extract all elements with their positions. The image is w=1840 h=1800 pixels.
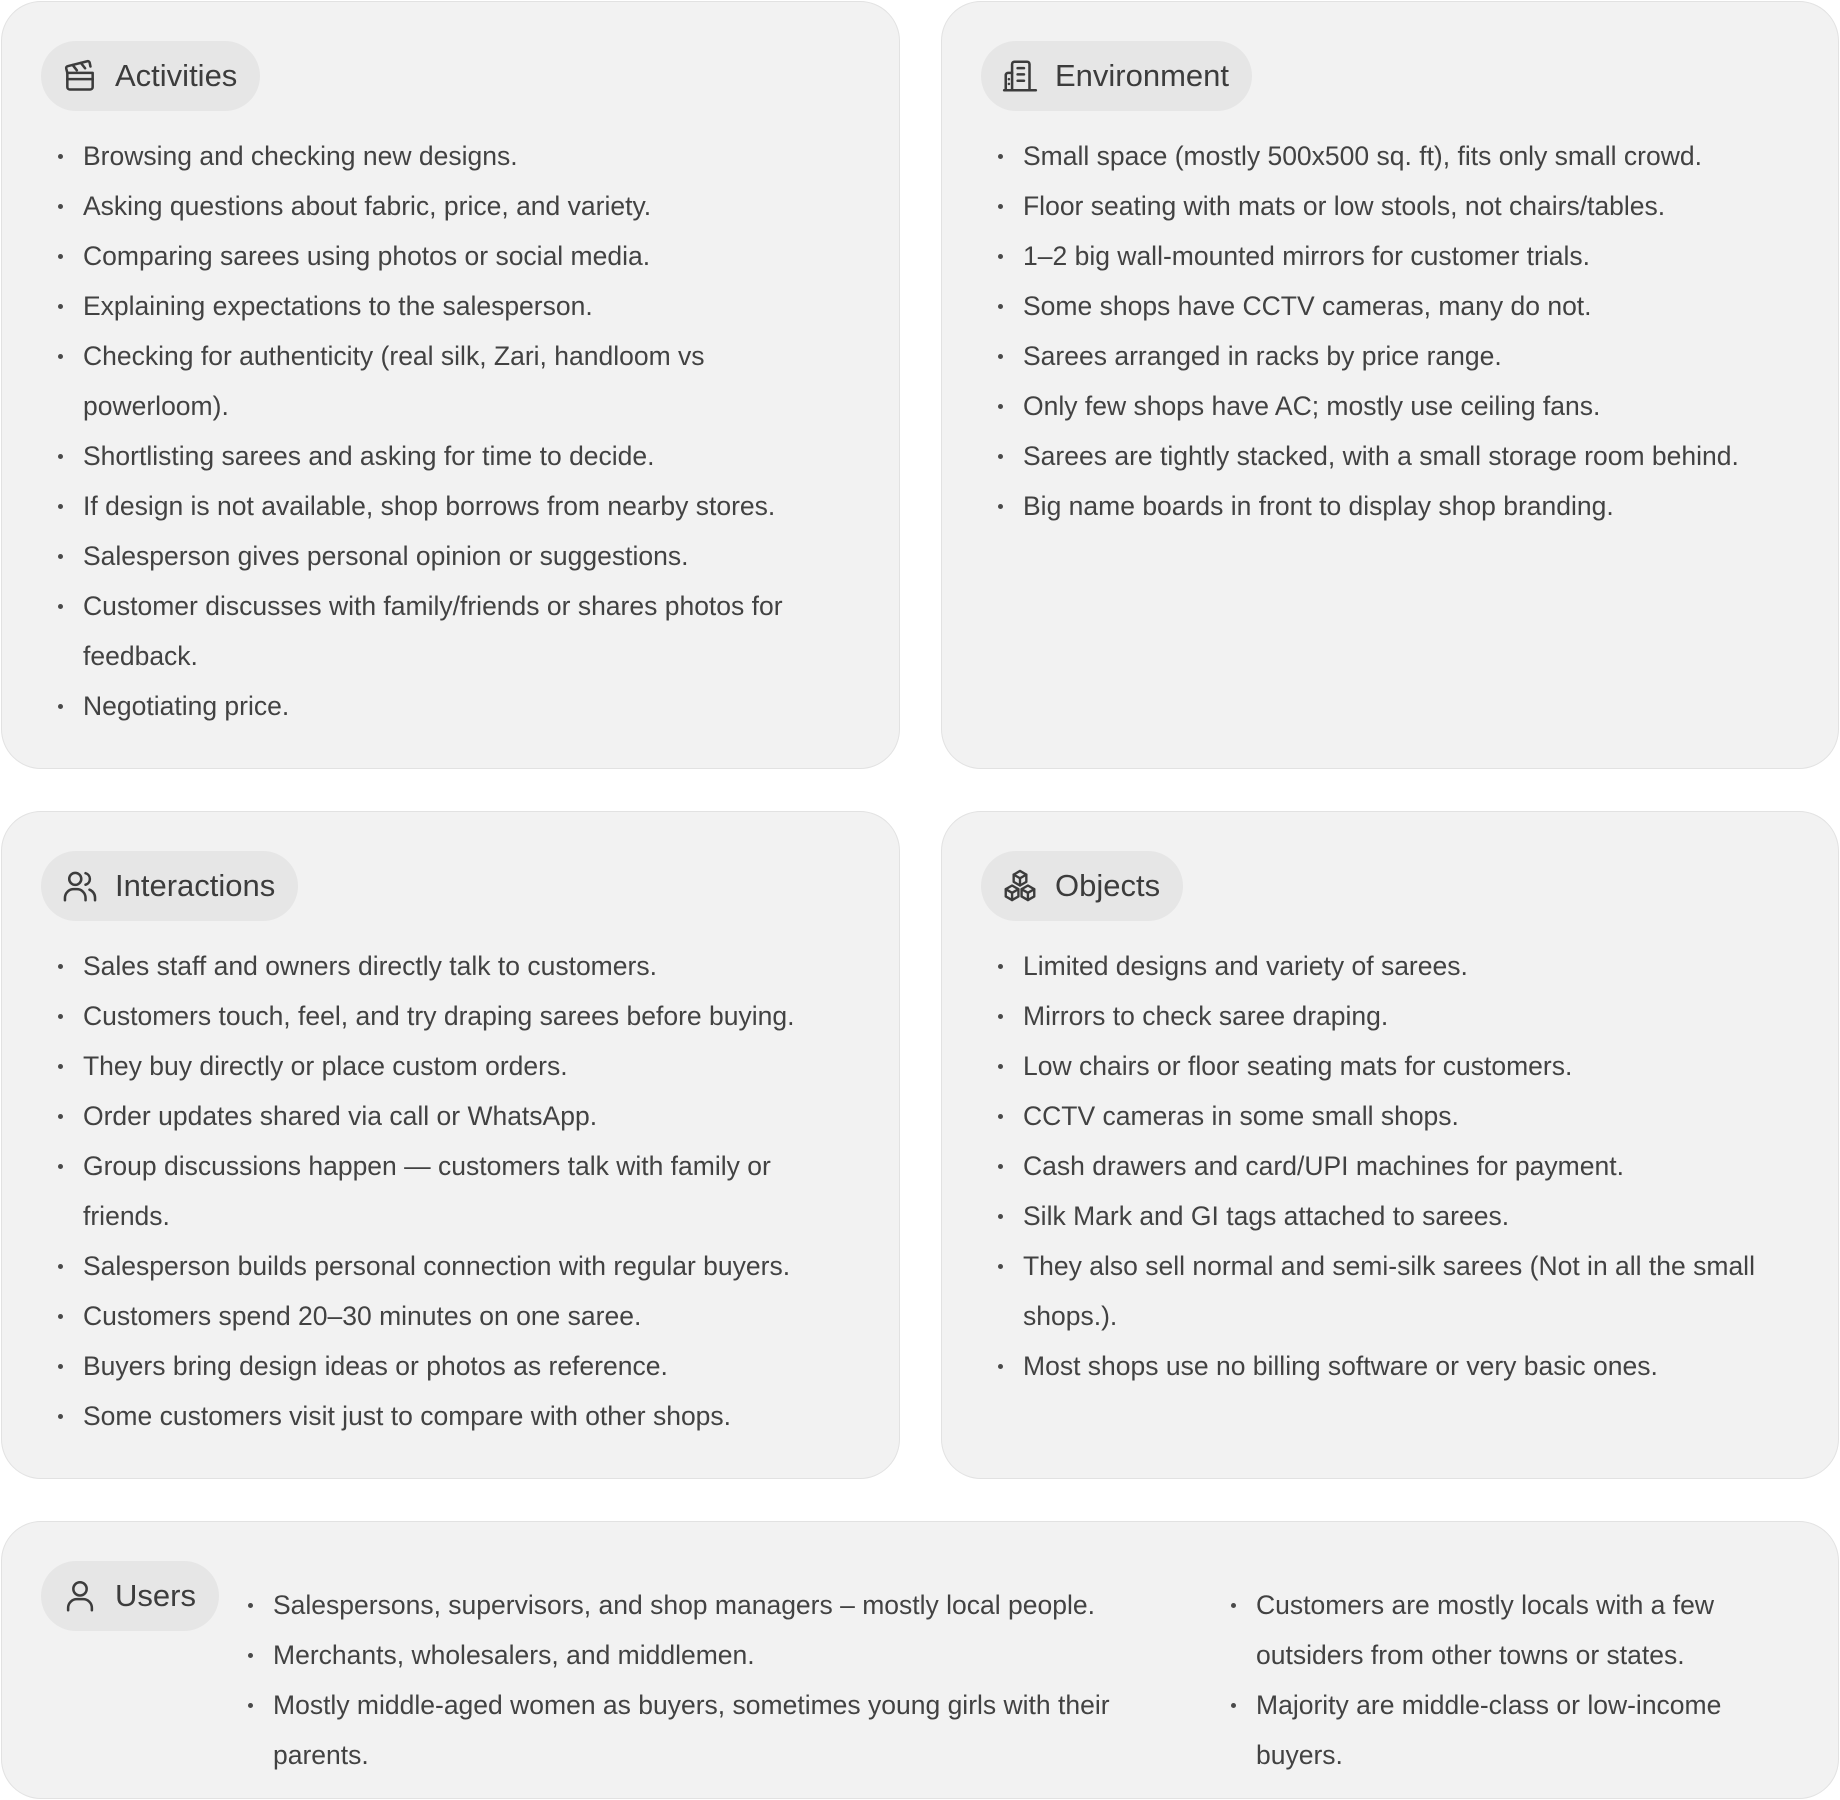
environment-list <box>997 131 1797 531</box>
list-item: Small space (mostly 500x500 sq. ft), fits only small crowd. <box>997 131 1797 181</box>
list-item: Sarees are tightly stacked, with a small storage room behind. <box>997 431 1797 481</box>
list-item: Mostly middle-aged women as buyers, sometimes young girls with their parents. <box>247 1680 1147 1780</box>
interactions-header <box>41 851 298 921</box>
users-title: Users <box>115 1578 196 1613</box>
list-item: Customers touch, feel, and try draping sarees before buying. <box>57 991 857 1041</box>
list-item: Limited designs and variety of sarees. <box>997 941 1797 991</box>
environment-title: Environment <box>1055 58 1230 93</box>
list-item: Merchants, wholesalers, and middlemen. <box>247 1630 1147 1680</box>
list-item: Customers are mostly locals with a few outsiders from other towns or states. <box>1230 1580 1810 1680</box>
users-list-column-1 <box>247 1580 1147 1780</box>
users-list-column-2 <box>1230 1580 1810 1780</box>
list-item: Most shops use no billing software or very basic ones. <box>997 1341 1797 1391</box>
list-item: Big name boards in front to display shop branding. <box>997 481 1797 531</box>
user-icon <box>61 1577 99 1615</box>
list-item: Explaining expectations to the salesperson. <box>57 281 857 331</box>
list-item: They buy directly or place custom orders. <box>57 1041 857 1091</box>
list-item: Customer discusses with family/friends or shares photos for feedback. <box>57 581 857 681</box>
environment-card <box>941 1 1839 769</box>
list-item: Silk Mark and GI tags attached to sarees. <box>997 1191 1797 1241</box>
list-item: Salesperson gives personal opinion or suggestions. <box>57 531 857 581</box>
objects-card <box>941 811 1839 1479</box>
list-item: Checking for authenticity (real silk, Zari, handloom vs powerloom). <box>57 331 857 431</box>
list-item: Salespersons, supervisors, and shop managers – mostly local people. <box>247 1580 1147 1630</box>
interactions-title: Interactions <box>115 868 276 903</box>
users-icon <box>61 867 99 905</box>
clapperboard-icon <box>61 57 99 95</box>
list-item: Negotiating price. <box>57 681 857 731</box>
list-item: Some shops have CCTV cameras, many do not. <box>997 281 1797 331</box>
list-item: Salesperson builds personal connection with regular buyers. <box>57 1241 857 1291</box>
list-item: Browsing and checking new designs. <box>57 131 857 181</box>
list-item: Some customers visit just to compare with other shops. <box>57 1391 857 1441</box>
list-item: Majority are middle-class or low-income buyers. <box>1230 1680 1810 1780</box>
list-item: CCTV cameras in some small shops. <box>997 1091 1797 1141</box>
objects-title: Objects <box>1055 868 1161 903</box>
building-icon <box>1001 57 1039 95</box>
list-item: Only few shops have AC; mostly use ceiling fans. <box>997 381 1797 431</box>
users-card <box>1 1521 1839 1799</box>
list-item: Customers spend 20–30 minutes on one saree. <box>57 1291 857 1341</box>
list-item: Comparing sarees using photos or social media. <box>57 231 857 281</box>
list-item: They also sell normal and semi-silk sarees (Not in all the small shops.). <box>997 1241 1797 1341</box>
list-item: 1–2 big wall-mounted mirrors for customer trials. <box>997 231 1797 281</box>
list-item: Floor seating with mats or low stools, not chairs/tables. <box>997 181 1797 231</box>
objects-list <box>997 941 1797 1391</box>
activities-card <box>1 1 900 769</box>
list-item: If design is not available, shop borrows from nearby stores. <box>57 481 857 531</box>
list-item: Cash drawers and card/UPI machines for payment. <box>997 1141 1797 1191</box>
boxes-icon <box>1001 867 1039 905</box>
list-item: Group discussions happen — customers talk with family or friends. <box>57 1141 857 1241</box>
list-item: Low chairs or floor seating mats for customers. <box>997 1041 1797 1091</box>
environment-header <box>981 41 1252 111</box>
list-item: Order updates shared via call or WhatsApp. <box>57 1091 857 1141</box>
list-item: Buyers bring design ideas or photos as reference. <box>57 1341 857 1391</box>
activities-list <box>57 131 857 731</box>
list-item: Sarees arranged in racks by price range. <box>997 331 1797 381</box>
activities-header <box>41 41 260 111</box>
list-item: Mirrors to check saree draping. <box>997 991 1797 1041</box>
interactions-list <box>57 941 857 1441</box>
interactions-card <box>1 811 900 1479</box>
users-header <box>41 1561 219 1631</box>
list-item: Shortlisting sarees and asking for time to decide. <box>57 431 857 481</box>
activities-title: Activities <box>115 58 238 93</box>
list-item: Sales staff and owners directly talk to customers. <box>57 941 857 991</box>
list-item: Asking questions about fabric, price, and variety. <box>57 181 857 231</box>
objects-header <box>981 851 1183 921</box>
